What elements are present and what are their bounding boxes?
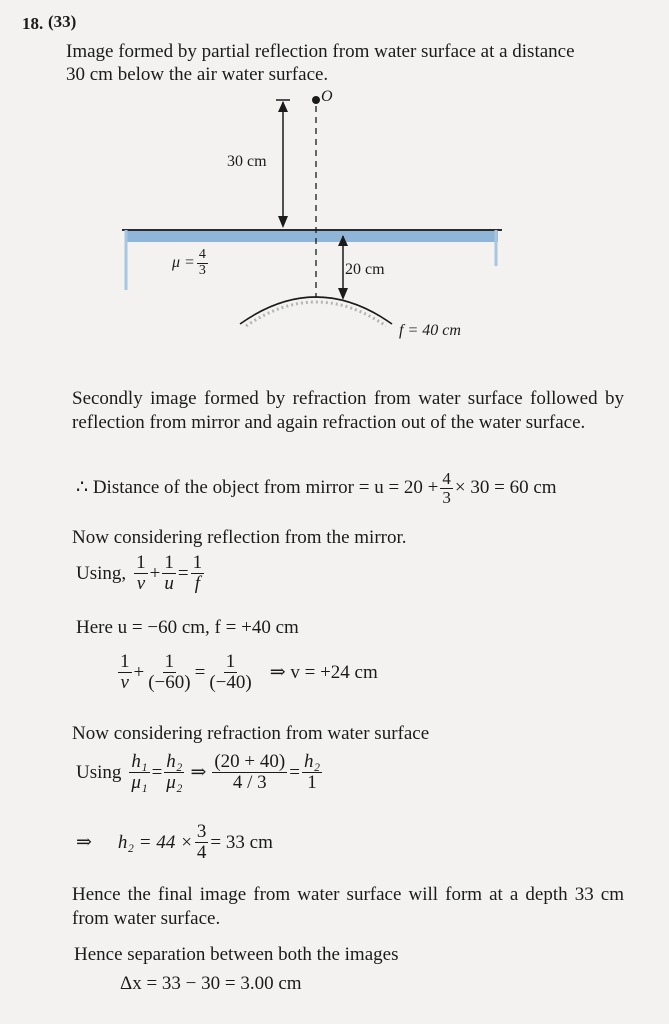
refr-frac-1 — [129, 752, 149, 793]
h2-right: = 33 cm — [210, 831, 273, 853]
consider-mirror-text: Now considering reflection from the mirror. — [72, 527, 407, 548]
calc-frac-1 — [118, 652, 132, 693]
calc-n1: 1 — [120, 651, 130, 672]
refractive-index — [172, 248, 210, 278]
distance-frac-den: 3 — [442, 487, 451, 507]
arrowhead-30cm-top — [278, 101, 288, 112]
refr-frac-3 — [212, 752, 287, 793]
mf-op: + — [149, 562, 161, 584]
intro-line-1: Image formed by partial reflection from water surface at a distance — [66, 41, 575, 62]
refr-d4: 1 — [307, 771, 317, 793]
distance-suffix: × 30 = 60 cm — [454, 477, 557, 499]
object-point — [312, 96, 320, 104]
arrowhead-20cm-bottom — [338, 288, 348, 300]
answer-value: (33) — [48, 12, 77, 31]
refr-d1: μ₁ — [131, 771, 148, 793]
distance-prefix: ∴ Distance of the object from mirror = u = 20 + — [76, 477, 439, 499]
h2-arrow: ⇒ — [76, 831, 92, 853]
mf-eq: = — [177, 562, 189, 584]
h2-equation — [76, 822, 273, 863]
refr-n1: h₁ — [131, 751, 148, 772]
refr-n3: (20 + 40) — [214, 751, 286, 772]
mirror-formula — [76, 553, 206, 594]
h2-left: h₂ = 44 × — [117, 831, 193, 853]
distance-30-label: 30 cm — [227, 153, 267, 170]
mf-d3: f — [194, 572, 200, 594]
calc-op: + — [133, 661, 145, 683]
mf-n3: 1 — [192, 552, 203, 573]
mirror-hatching — [246, 302, 386, 326]
optics-diagram — [0, 90, 669, 350]
refr-eq2: = — [289, 761, 300, 783]
distance-equation — [76, 470, 557, 507]
calc-eq: = — [194, 661, 206, 683]
calc-result: ⇒ v = +24 cm — [269, 661, 378, 683]
focal-length-label: f = 40 cm — [399, 322, 461, 339]
refr-d2: μ₂ — [166, 771, 183, 793]
refr-n4: h₂ — [303, 751, 321, 772]
mu-denominator: 3 — [198, 262, 206, 278]
problem-number: 18. — [22, 14, 44, 33]
refr-arrow: ⇒ — [190, 761, 207, 783]
calc-equation — [116, 652, 378, 693]
object-label: O — [321, 88, 333, 105]
distance-frac-num: 4 — [442, 469, 451, 488]
h2-fraction — [195, 822, 209, 863]
intro-line-2: 30 cm below the air water surface. — [66, 64, 329, 85]
mf-d1: v — [136, 572, 146, 594]
distance-fraction — [440, 470, 453, 507]
calc-n3: 1 — [225, 651, 236, 672]
mirror-frac-2 — [162, 553, 176, 594]
hence-depth-paragraph: Hence the final image from water surface will form at a depth 33 cm from water surface. — [72, 884, 624, 929]
mu-fraction — [197, 248, 208, 278]
calc-d2: (−60) — [148, 671, 191, 693]
h2-den: 4 — [196, 841, 207, 863]
refr-frac-4 — [302, 752, 322, 793]
calc-d1: v — [120, 671, 129, 693]
refr-n2: h₂ — [166, 751, 183, 772]
mu-label: μ = — [172, 254, 195, 272]
mu-numerator: 4 — [198, 247, 206, 262]
calc-n2: 1 — [164, 651, 175, 672]
mirror-frac-1 — [134, 553, 148, 594]
mirror-frac-3 — [191, 553, 205, 594]
using-label: Using, — [76, 562, 127, 584]
mf-n2: 1 — [164, 552, 174, 573]
secondly-paragraph: Secondly image formed by refraction from water surface followed by reflection from mirror and again refraction out of the water surface. — [72, 388, 624, 433]
refr-frac-2 — [164, 752, 184, 793]
refraction-formula — [76, 752, 324, 793]
mf-n1: 1 — [136, 552, 146, 573]
hence-separation: Hence separation between both the images — [74, 944, 399, 965]
refr-eq1: = — [151, 761, 163, 783]
mf-d2: u — [164, 572, 174, 594]
consider-refraction-text: Now considering refraction from water surface — [72, 723, 430, 744]
refr-d3: 4 / 3 — [232, 771, 267, 793]
h2-num: 3 — [196, 821, 207, 842]
calc-d3: (−40) — [209, 671, 252, 693]
calc-frac-2 — [146, 652, 192, 693]
water-surface — [126, 230, 498, 242]
here-values: Here u = −60 cm, f = +40 cm — [76, 617, 299, 638]
arrowhead-30cm-bottom — [278, 216, 288, 228]
calc-frac-3 — [207, 652, 253, 693]
distance-20-label: 20 cm — [345, 261, 385, 278]
using2-label: Using — [76, 761, 122, 783]
delta-result: Δx = 33 − 30 = 3.00 cm — [120, 973, 302, 994]
